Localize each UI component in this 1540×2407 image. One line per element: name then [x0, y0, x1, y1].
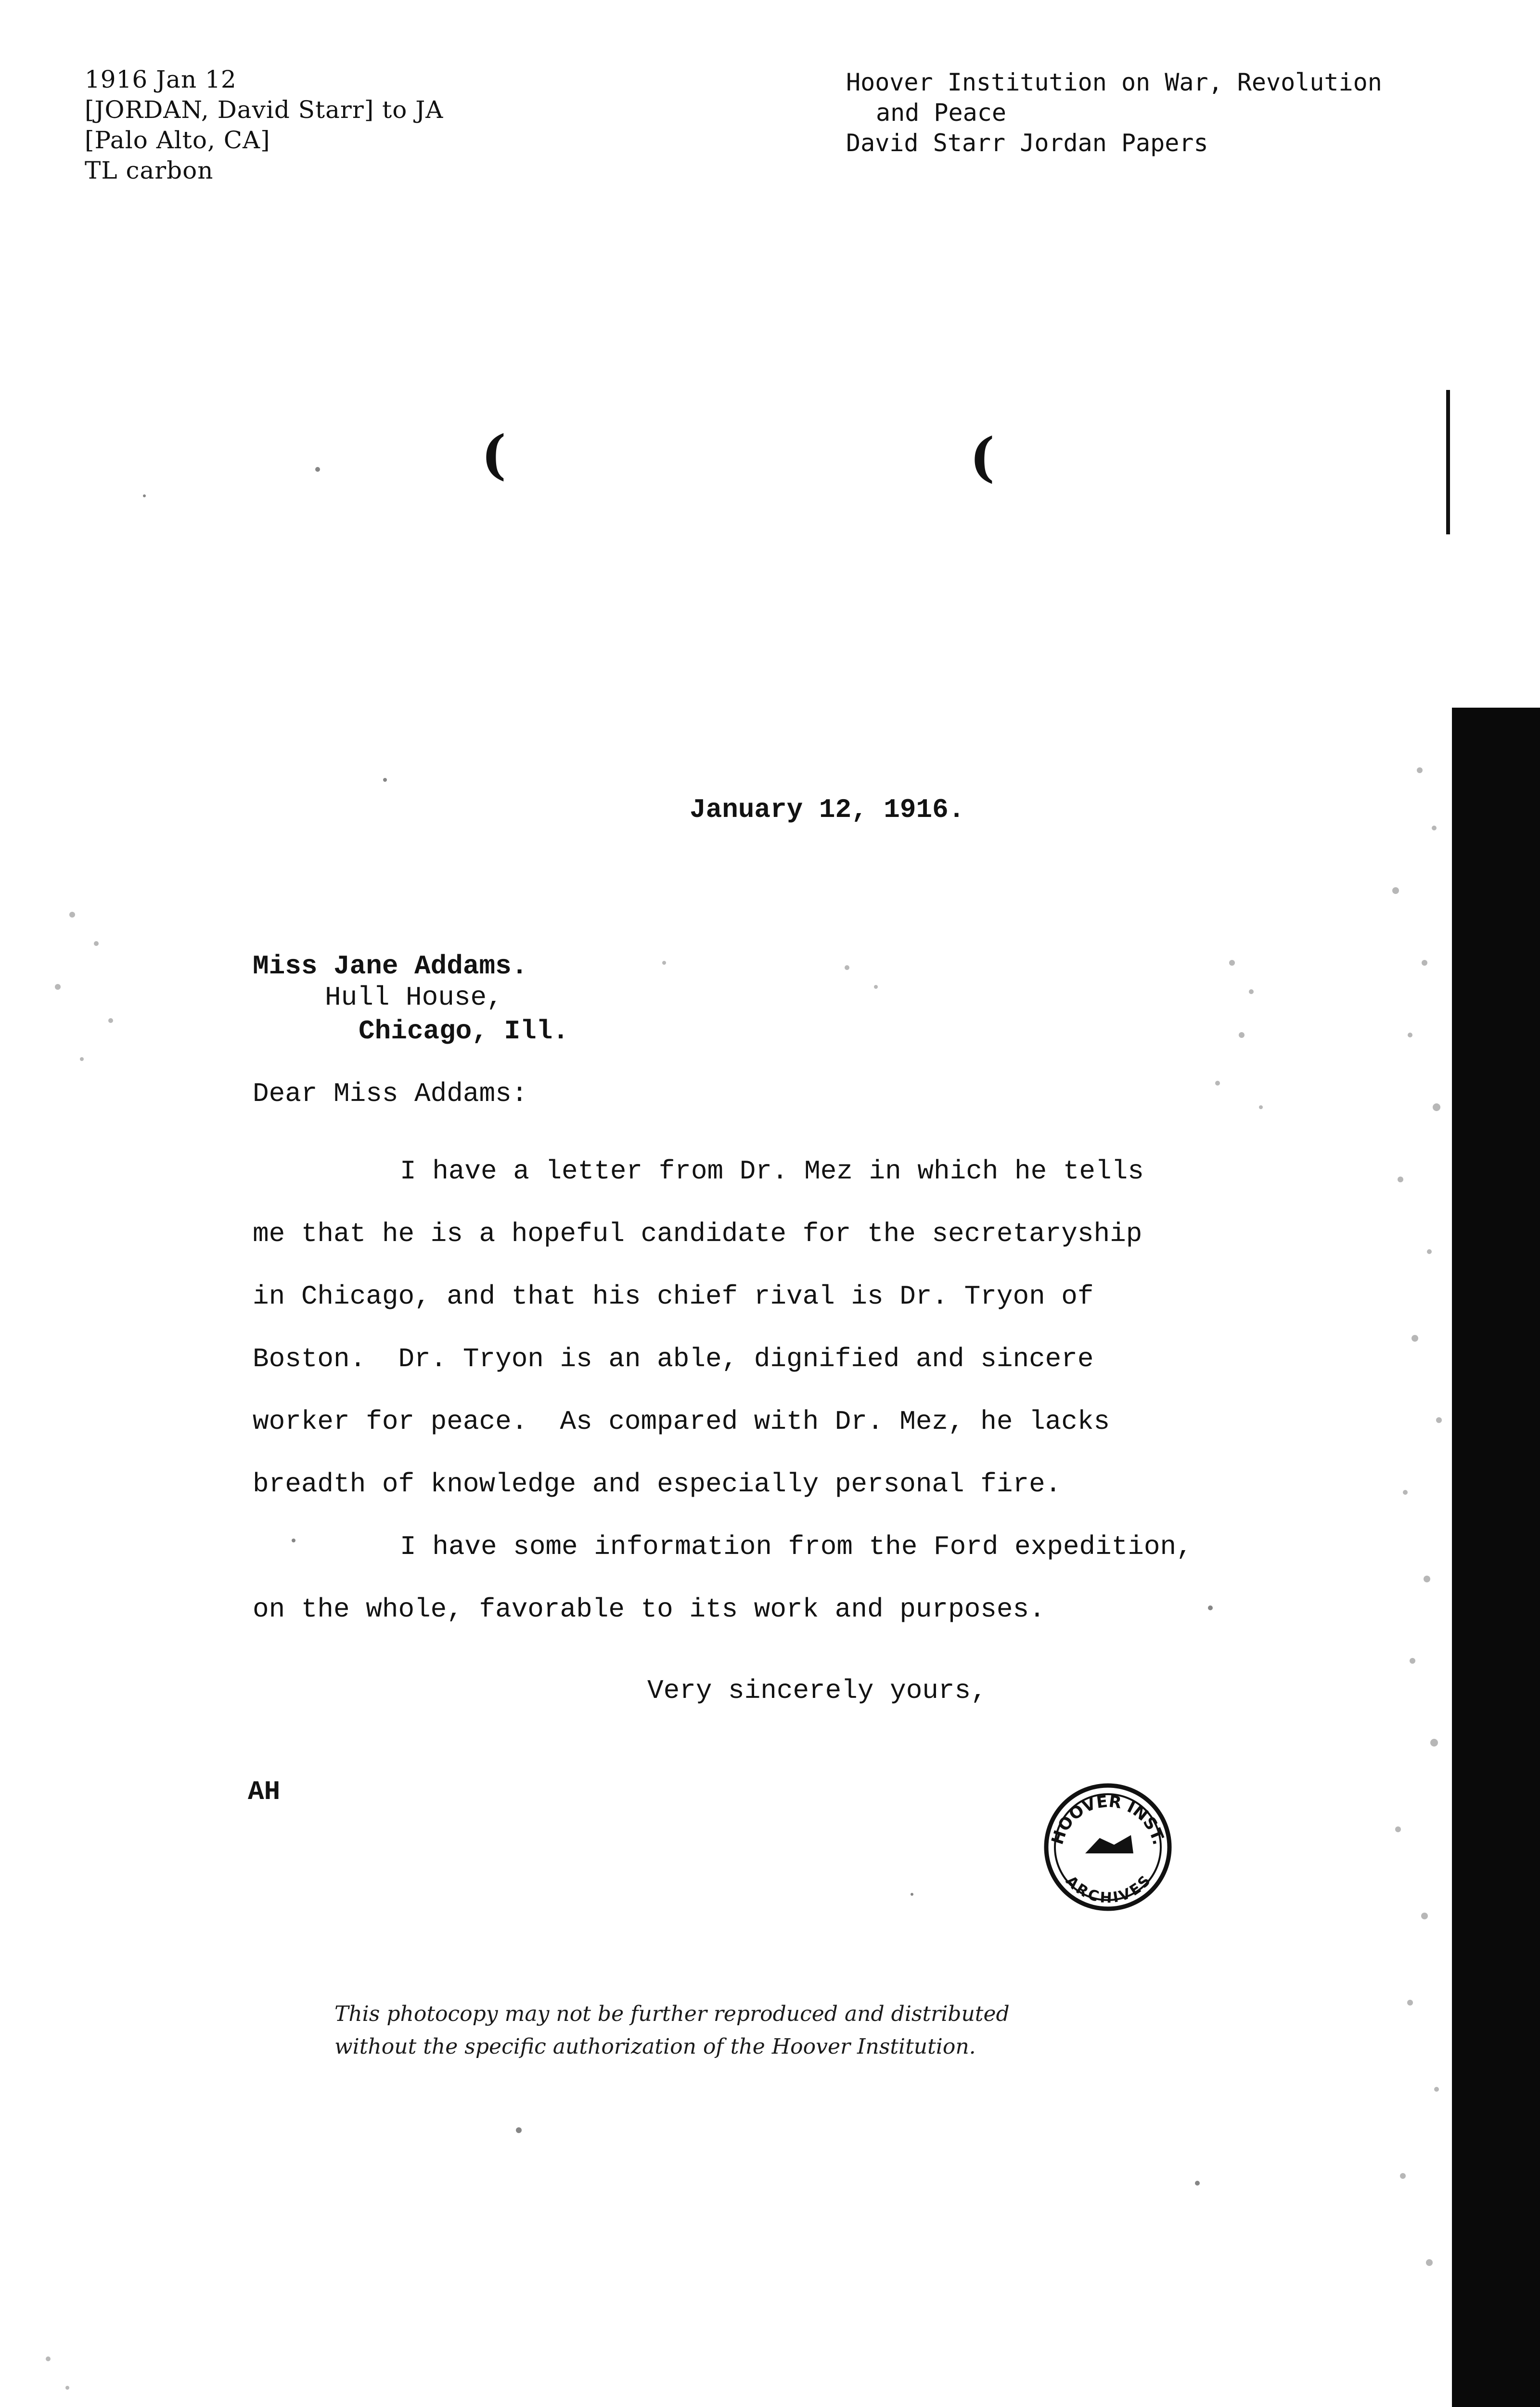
source-institution: Hoover Institution on War, Revolution	[846, 68, 1382, 96]
body-line: worker for peace. As compared with Dr. Mez, he lacks	[253, 1406, 1110, 1437]
stamp-top-text: HOOVER INST.	[1048, 1792, 1168, 1847]
source-collection: David Starr Jordan Papers	[846, 129, 1208, 157]
recipient-city: Chicago, Ill.	[359, 1016, 569, 1047]
salutation: Dear Miss Addams:	[253, 1078, 528, 1109]
body-line: I have a letter from Dr. Mez in which he tells	[400, 1156, 1144, 1187]
page-edge-strip	[1452, 0, 1540, 708]
photocopy-disclaimer	[334, 1998, 1056, 2063]
punch-mark-right: (	[970, 426, 995, 488]
punch-mark-left: (	[481, 424, 507, 486]
hoover-archives-stamp	[1042, 1781, 1174, 1914]
body-line: breadth of knowledge and especially personal fire.	[253, 1469, 1062, 1500]
stamp-bottom-text: ARCHIVES	[1062, 1872, 1154, 1907]
body-line: on the whole, favorable to its work and purposes.	[253, 1594, 1045, 1625]
recipient-name	[253, 951, 527, 982]
recipient-name-text: Miss Jane Addams.	[253, 951, 528, 982]
recipient-street: Hull House,	[325, 982, 503, 1013]
body-line: Boston. Dr. Tryon is an able, dignified and sincere	[253, 1344, 1094, 1374]
citation-format: TL carbon	[85, 156, 214, 184]
closing: Very sincerely yours,	[647, 1675, 987, 1706]
scan-edge-band	[1452, 708, 1540, 2407]
body-line: in Chicago, and that his chief rival is Dr. Tryon of	[253, 1281, 1094, 1312]
citation-place: [Palo Alto, CA]	[85, 126, 270, 154]
archive-source	[846, 67, 1382, 158]
source-institution-cont: and Peace	[876, 99, 1006, 127]
typist-initials: AH	[248, 1776, 281, 1807]
letter-date: January 12, 1916.	[690, 794, 965, 825]
citation-correspondents: [JORDAN, David Starr] to JA	[85, 96, 444, 124]
citation-date: 1916 Jan 12	[85, 65, 237, 93]
archive-citation	[85, 65, 443, 186]
body-line: me that he is a hopeful candidate for the secretaryship	[253, 1218, 1142, 1249]
disclaimer-line-1: This photocopy may not be further reproduced and distributed	[334, 2002, 1010, 2026]
disclaimer-line-2: without the specific authorization of the Hoover Institution.	[334, 2034, 976, 2059]
body-line: I have some information from the Ford expedition,	[400, 1531, 1193, 1562]
letter-body	[253, 1140, 1273, 1641]
